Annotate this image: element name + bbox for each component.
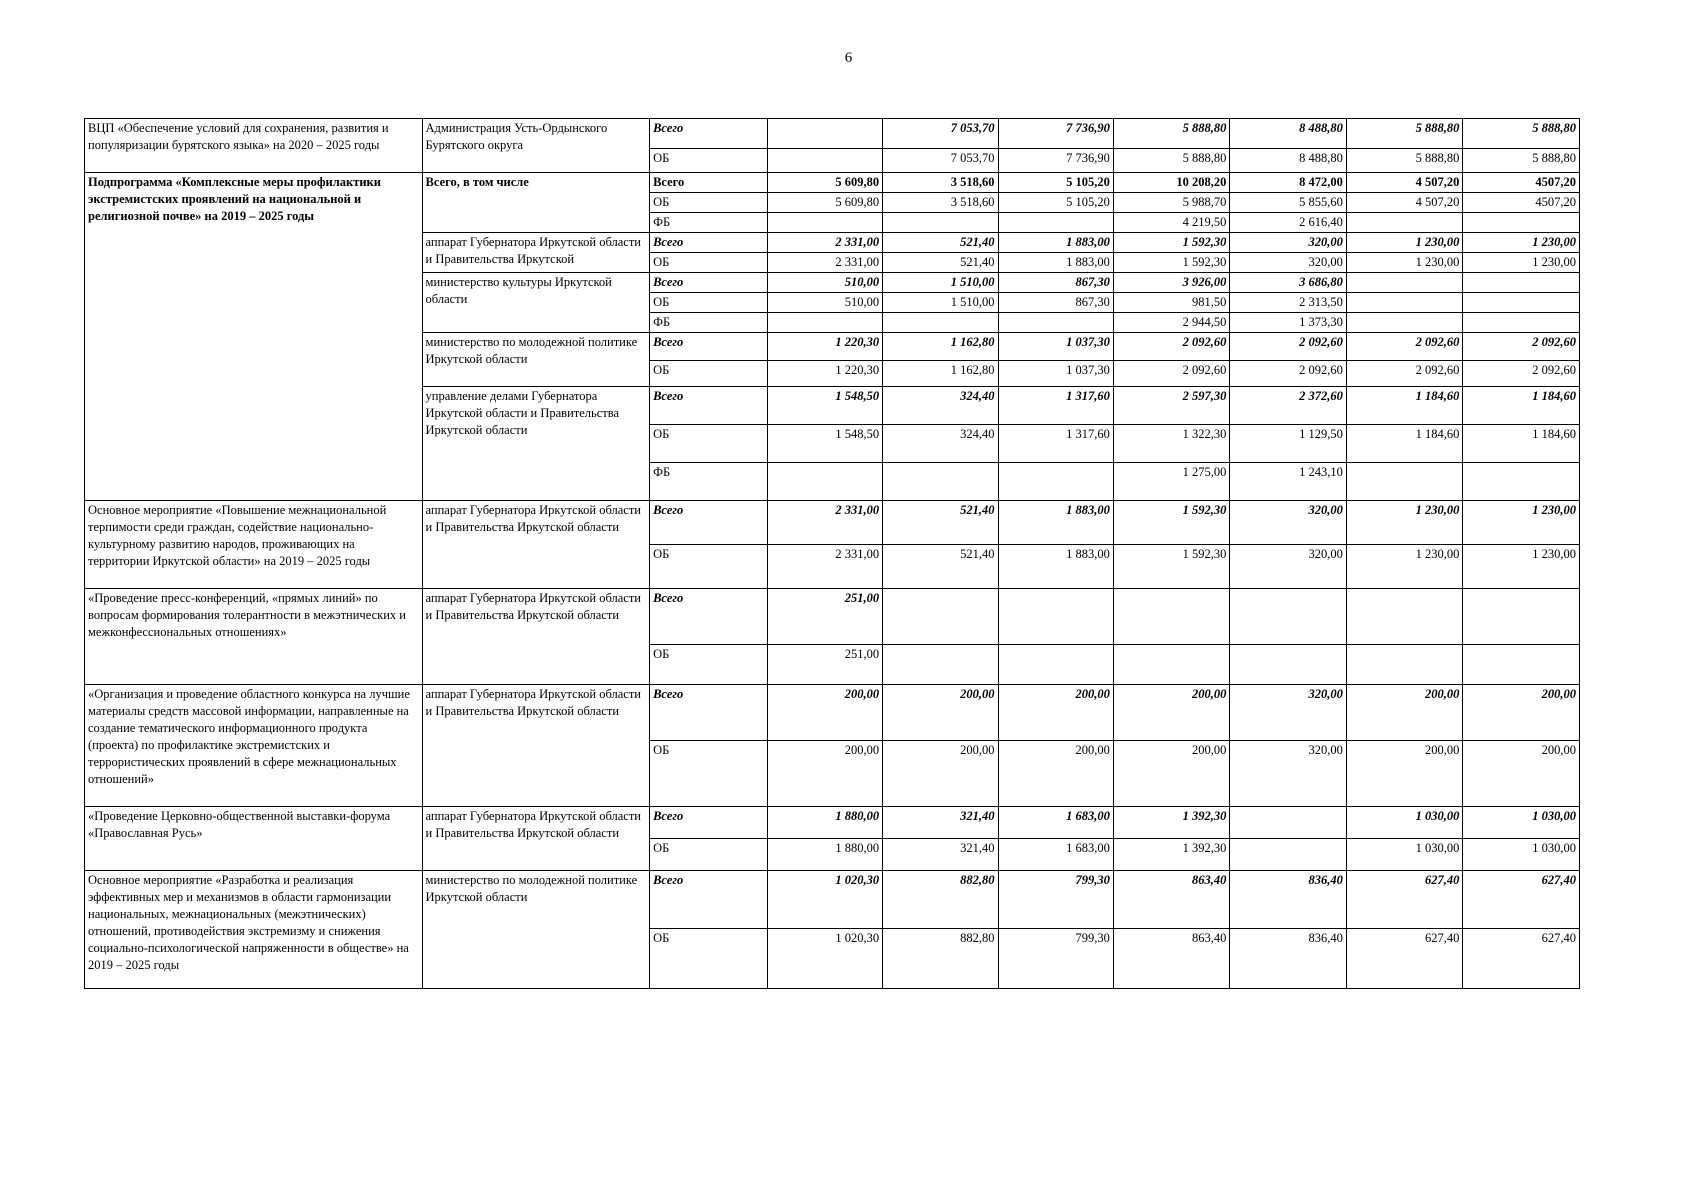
amount-cell: 2 331,00 bbox=[767, 253, 882, 273]
amount-cell: 2 331,00 bbox=[767, 501, 882, 545]
table-row bbox=[85, 589, 1580, 645]
measure-name: ВЦП «Обеспечение условий для сохранения, развития и популяризации бурятского языка» на 2020 – 2025 годы bbox=[85, 119, 423, 173]
amount-cell: 510,00 bbox=[767, 293, 882, 313]
funding-source: Всего bbox=[650, 119, 768, 149]
amount-cell bbox=[1230, 807, 1347, 839]
amount-cell: 5 888,80 bbox=[1463, 149, 1580, 173]
amount-cell: 1 230,00 bbox=[1463, 545, 1580, 589]
amount-cell bbox=[998, 645, 1113, 685]
amount-cell: 2 313,50 bbox=[1230, 293, 1347, 313]
page-number: 6 bbox=[844, 50, 853, 66]
amount-cell: 10 208,20 bbox=[1113, 173, 1230, 193]
amount-cell: 1 592,30 bbox=[1113, 501, 1230, 545]
amount-cell: 200,00 bbox=[1463, 685, 1580, 741]
amount-cell bbox=[998, 313, 1113, 333]
amount-cell bbox=[883, 463, 998, 501]
amount-cell: 200,00 bbox=[767, 741, 882, 807]
amount-cell: 7 736,90 bbox=[998, 119, 1113, 149]
amount-cell: 1 243,10 bbox=[1230, 463, 1347, 501]
amount-cell: 320,00 bbox=[1230, 685, 1347, 741]
amount-cell: 4507,20 bbox=[1463, 193, 1580, 213]
amount-cell: 2 092,60 bbox=[1463, 333, 1580, 361]
funding-source: ОБ bbox=[650, 545, 768, 589]
amount-cell: 1 020,30 bbox=[767, 871, 882, 929]
funding-source: Всего bbox=[650, 233, 768, 253]
amount-cell bbox=[1346, 645, 1463, 685]
amount-cell: 1 683,00 bbox=[998, 807, 1113, 839]
measure-name: «Проведение Церковно-общественной выставки-форума «Православная Русь» bbox=[85, 807, 423, 871]
amount-cell: 1 510,00 bbox=[883, 293, 998, 313]
amount-cell: 1 184,60 bbox=[1463, 425, 1580, 463]
amount-cell: 320,00 bbox=[1230, 545, 1347, 589]
amount-cell bbox=[1463, 645, 1580, 685]
amount-cell: 251,00 bbox=[767, 589, 882, 645]
amount-cell: 321,40 bbox=[883, 807, 998, 839]
amount-cell: 2 597,30 bbox=[1113, 387, 1230, 425]
amount-cell: 4 507,20 bbox=[1346, 193, 1463, 213]
amount-cell: 8 488,80 bbox=[1230, 119, 1347, 149]
executor-name: министерство по молодежной политике Иркутской области bbox=[422, 871, 650, 989]
amount-cell: 1 548,50 bbox=[767, 425, 882, 463]
funding-source: ОБ bbox=[650, 741, 768, 807]
amount-cell: 1 592,30 bbox=[1113, 545, 1230, 589]
executor-name: министерство по молодежной политике Иркутской области bbox=[422, 333, 650, 387]
amount-cell: 799,30 bbox=[998, 929, 1113, 989]
amount-cell: 200,00 bbox=[1113, 685, 1230, 741]
amount-cell: 8 488,80 bbox=[1230, 149, 1347, 173]
amount-cell: 1 030,00 bbox=[1463, 839, 1580, 871]
amount-cell bbox=[883, 313, 998, 333]
executor-name: управление делами Губернатора Иркутской области и Правительства Иркутской области bbox=[422, 387, 650, 501]
table-row bbox=[85, 871, 1580, 929]
amount-cell: 1 592,30 bbox=[1113, 233, 1230, 253]
amount-cell: 5 888,80 bbox=[1463, 119, 1580, 149]
amount-cell bbox=[1346, 213, 1463, 233]
amount-cell: 799,30 bbox=[998, 871, 1113, 929]
amount-cell bbox=[1346, 273, 1463, 293]
measure-name: Подпрограмма «Комплексные меры профилактики экстремистских проявлений на национальной и религиозной почве» на 2019 – 2025 годы bbox=[85, 173, 423, 501]
amount-cell bbox=[1346, 293, 1463, 313]
amount-cell: 1 883,00 bbox=[998, 253, 1113, 273]
amount-cell bbox=[1113, 589, 1230, 645]
amount-cell: 7 736,90 bbox=[998, 149, 1113, 173]
amount-cell: 1 230,00 bbox=[1346, 545, 1463, 589]
amount-cell bbox=[767, 119, 882, 149]
amount-cell: 200,00 bbox=[998, 741, 1113, 807]
amount-cell: 200,00 bbox=[883, 685, 998, 741]
amount-cell: 4 219,50 bbox=[1113, 213, 1230, 233]
amount-cell: 5 105,20 bbox=[998, 193, 1113, 213]
executor-name: аппарат Губернатора Иркутской области и Правительства Иркутской области bbox=[422, 807, 650, 871]
amount-cell: 1 392,30 bbox=[1113, 839, 1230, 871]
funding-source: ОБ bbox=[650, 645, 768, 685]
amount-cell: 867,30 bbox=[998, 293, 1113, 313]
funding-source: ФБ bbox=[650, 213, 768, 233]
amount-cell bbox=[1230, 589, 1347, 645]
amount-cell: 251,00 bbox=[767, 645, 882, 685]
amount-cell: 320,00 bbox=[1230, 233, 1347, 253]
amount-cell: 200,00 bbox=[767, 685, 882, 741]
funding-source: Всего bbox=[650, 173, 768, 193]
amount-cell: 7 053,70 bbox=[883, 149, 998, 173]
amount-cell: 863,40 bbox=[1113, 871, 1230, 929]
amount-cell: 3 926,00 bbox=[1113, 273, 1230, 293]
amount-cell: 1 592,30 bbox=[1113, 253, 1230, 273]
amount-cell: 2 092,60 bbox=[1230, 333, 1347, 361]
executor-name: аппарат Губернатора Иркутской области и Правительства Иркутской области bbox=[422, 589, 650, 685]
amount-cell: 5 888,80 bbox=[1113, 119, 1230, 149]
funding-source: ОБ bbox=[650, 425, 768, 463]
amount-cell bbox=[1463, 589, 1580, 645]
measure-name: «Проведение пресс-конференций, «прямых линий» по вопросам формирования толерантности в межэтнических и межконфессиональных отношениях» bbox=[85, 589, 423, 685]
amount-cell bbox=[1463, 213, 1580, 233]
amount-cell: 1 230,00 bbox=[1346, 233, 1463, 253]
amount-cell: 521,40 bbox=[883, 545, 998, 589]
amount-cell bbox=[767, 213, 882, 233]
amount-cell: 1 373,30 bbox=[1230, 313, 1347, 333]
amount-cell: 1 162,80 bbox=[883, 361, 998, 387]
amount-cell: 321,40 bbox=[883, 839, 998, 871]
amount-cell: 836,40 bbox=[1230, 929, 1347, 989]
amount-cell: 1 392,30 bbox=[1113, 807, 1230, 839]
amount-cell: 324,40 bbox=[883, 387, 998, 425]
amount-cell: 1 037,30 bbox=[998, 333, 1113, 361]
amount-cell: 1 548,50 bbox=[767, 387, 882, 425]
amount-cell: 1 129,50 bbox=[1230, 425, 1347, 463]
amount-cell bbox=[883, 645, 998, 685]
amount-cell bbox=[1463, 273, 1580, 293]
amount-cell: 1 683,00 bbox=[998, 839, 1113, 871]
executor-name: аппарат Губернатора Иркутской области и Правительства Иркутской области bbox=[422, 685, 650, 807]
amount-cell: 1 220,30 bbox=[767, 361, 882, 387]
amount-cell: 1 230,00 bbox=[1346, 501, 1463, 545]
funding-source: Всего bbox=[650, 501, 768, 545]
amount-cell: 836,40 bbox=[1230, 871, 1347, 929]
amount-cell: 2 092,60 bbox=[1346, 361, 1463, 387]
amount-cell: 3 686,80 bbox=[1230, 273, 1347, 293]
amount-cell bbox=[1346, 463, 1463, 501]
table-row bbox=[85, 119, 1580, 149]
amount-cell bbox=[1113, 645, 1230, 685]
amount-cell: 882,80 bbox=[883, 929, 998, 989]
amount-cell: 3 518,60 bbox=[883, 173, 998, 193]
amount-cell bbox=[1230, 839, 1347, 871]
funding-source: ФБ bbox=[650, 463, 768, 501]
amount-cell: 1 030,00 bbox=[1346, 839, 1463, 871]
amount-cell: 3 518,60 bbox=[883, 193, 998, 213]
amount-cell: 1 030,00 bbox=[1346, 807, 1463, 839]
amount-cell: 324,40 bbox=[883, 425, 998, 463]
funding-source: Всего bbox=[650, 333, 768, 361]
amount-cell bbox=[998, 213, 1113, 233]
amount-cell: 1 230,00 bbox=[1463, 233, 1580, 253]
amount-cell: 1 162,80 bbox=[883, 333, 998, 361]
funding-source: ОБ bbox=[650, 839, 768, 871]
amount-cell: 5 609,80 bbox=[767, 173, 882, 193]
amount-cell: 1 883,00 bbox=[998, 545, 1113, 589]
table-row bbox=[85, 501, 1580, 545]
funding-source: Всего bbox=[650, 273, 768, 293]
funding-source: ОБ bbox=[650, 149, 768, 173]
amount-cell: 2 092,60 bbox=[1113, 333, 1230, 361]
amount-cell bbox=[1463, 463, 1580, 501]
amount-cell: 1 880,00 bbox=[767, 839, 882, 871]
amount-cell: 200,00 bbox=[998, 685, 1113, 741]
executor-name: Администрация Усть-Ордынского Бурятского округа bbox=[422, 119, 650, 173]
executor-name: Всего, в том числе bbox=[422, 173, 650, 233]
amount-cell: 200,00 bbox=[883, 741, 998, 807]
amount-cell: 521,40 bbox=[883, 233, 998, 253]
amount-cell: 1 030,00 bbox=[1463, 807, 1580, 839]
amount-cell: 627,40 bbox=[1463, 929, 1580, 989]
amount-cell: 2 331,00 bbox=[767, 233, 882, 253]
funding-source: ОБ bbox=[650, 253, 768, 273]
amount-cell: 1 510,00 bbox=[883, 273, 998, 293]
amount-cell: 867,30 bbox=[998, 273, 1113, 293]
amount-cell: 2 372,60 bbox=[1230, 387, 1347, 425]
funding-source: ОБ bbox=[650, 293, 768, 313]
measure-name: Основное мероприятие «Разработка и реализация эффективных мер и механизмов в области гармонизации национальных, межнациональных (межэтнических) отношений, противодействия экстремизму и снижения социально-психологической напряженности в обществе» на 2019 – 2025 годы bbox=[85, 871, 423, 989]
amount-cell: 5 988,70 bbox=[1113, 193, 1230, 213]
amount-cell: 1 317,60 bbox=[998, 425, 1113, 463]
funding-source: Всего bbox=[650, 589, 768, 645]
amount-cell: 1 184,60 bbox=[1346, 387, 1463, 425]
amount-cell: 2 092,60 bbox=[1463, 361, 1580, 387]
amount-cell: 7 053,70 bbox=[883, 119, 998, 149]
amount-cell: 863,40 bbox=[1113, 929, 1230, 989]
amount-cell: 1 322,30 bbox=[1113, 425, 1230, 463]
amount-cell: 2 092,60 bbox=[1113, 361, 1230, 387]
amount-cell: 200,00 bbox=[1113, 741, 1230, 807]
amount-cell: 200,00 bbox=[1346, 685, 1463, 741]
amount-cell: 4507,20 bbox=[1463, 173, 1580, 193]
amount-cell: 1 230,00 bbox=[1463, 253, 1580, 273]
amount-cell: 2 092,60 bbox=[1230, 361, 1347, 387]
amount-cell: 200,00 bbox=[1463, 741, 1580, 807]
amount-cell: 1 317,60 bbox=[998, 387, 1113, 425]
amount-cell: 510,00 bbox=[767, 273, 882, 293]
amount-cell bbox=[1230, 645, 1347, 685]
funding-source: ОБ bbox=[650, 361, 768, 387]
amount-cell: 627,40 bbox=[1463, 871, 1580, 929]
amount-cell: 320,00 bbox=[1230, 253, 1347, 273]
funding-source: Всего bbox=[650, 685, 768, 741]
amount-cell bbox=[883, 589, 998, 645]
amount-cell: 1 880,00 bbox=[767, 807, 882, 839]
amount-cell bbox=[767, 463, 882, 501]
amount-cell: 5 855,60 bbox=[1230, 193, 1347, 213]
amount-cell: 5 888,80 bbox=[1346, 149, 1463, 173]
amount-cell: 521,40 bbox=[883, 253, 998, 273]
measure-name: «Организация и проведение областного конкурса на лучшие материалы средств массовой информации, направленные на создание тематического информационного продукта (проекта) по профилактике экстремистских и террористических проявлений в сфере межнациональных отношений» bbox=[85, 685, 423, 807]
amount-cell: 5 888,80 bbox=[1113, 149, 1230, 173]
amount-cell: 1 230,00 bbox=[1463, 501, 1580, 545]
amount-cell: 521,40 bbox=[883, 501, 998, 545]
amount-cell bbox=[1463, 293, 1580, 313]
amount-cell bbox=[767, 313, 882, 333]
amount-cell bbox=[998, 463, 1113, 501]
funding-source: ФБ bbox=[650, 313, 768, 333]
amount-cell: 1 883,00 bbox=[998, 233, 1113, 253]
executor-name: аппарат Губернатора Иркутской области и Правительства Иркутской bbox=[422, 233, 650, 273]
amount-cell: 2 616,40 bbox=[1230, 213, 1347, 233]
funding-source: Всего bbox=[650, 387, 768, 425]
amount-cell: 1 275,00 bbox=[1113, 463, 1230, 501]
amount-cell: 1 230,00 bbox=[1346, 253, 1463, 273]
amount-cell: 320,00 bbox=[1230, 501, 1347, 545]
amount-cell bbox=[1463, 313, 1580, 333]
amount-cell: 8 472,00 bbox=[1230, 173, 1347, 193]
amount-cell: 2 944,50 bbox=[1113, 313, 1230, 333]
funding-source: ОБ bbox=[650, 929, 768, 989]
funding-source: ОБ bbox=[650, 193, 768, 213]
amount-cell: 1 883,00 bbox=[998, 501, 1113, 545]
amount-cell: 1 037,30 bbox=[998, 361, 1113, 387]
amount-cell bbox=[883, 213, 998, 233]
amount-cell: 5 609,80 bbox=[767, 193, 882, 213]
amount-cell: 1 184,60 bbox=[1346, 425, 1463, 463]
amount-cell bbox=[1346, 589, 1463, 645]
amount-cell: 2 331,00 bbox=[767, 545, 882, 589]
table-row bbox=[85, 807, 1580, 839]
amount-cell: 1 020,30 bbox=[767, 929, 882, 989]
amount-cell bbox=[767, 149, 882, 173]
amount-cell: 981,50 bbox=[1113, 293, 1230, 313]
funding-source: Всего bbox=[650, 807, 768, 839]
amount-cell: 200,00 bbox=[1346, 741, 1463, 807]
amount-cell: 1 184,60 bbox=[1463, 387, 1580, 425]
amount-cell bbox=[1346, 313, 1463, 333]
amount-cell: 5 888,80 bbox=[1346, 119, 1463, 149]
amount-cell: 2 092,60 bbox=[1346, 333, 1463, 361]
amount-cell: 320,00 bbox=[1230, 741, 1347, 807]
executor-name: министерство культуры Иркутской области bbox=[422, 273, 650, 333]
budget-table bbox=[84, 118, 1580, 989]
table-row bbox=[85, 173, 1580, 193]
amount-cell bbox=[998, 589, 1113, 645]
table-row bbox=[85, 685, 1580, 741]
amount-cell: 627,40 bbox=[1346, 871, 1463, 929]
amount-cell: 1 220,30 bbox=[767, 333, 882, 361]
executor-name: аппарат Губернатора Иркутской области и Правительства Иркутской области bbox=[422, 501, 650, 589]
measure-name: Основное мероприятие «Повышение межнациональной терпимости среди граждан, содействие национально-культурному развитию народов, проживающих на территории Иркутской области» на 2019 – 2025 годы bbox=[85, 501, 423, 589]
amount-cell: 4 507,20 bbox=[1346, 173, 1463, 193]
amount-cell: 627,40 bbox=[1346, 929, 1463, 989]
amount-cell: 5 105,20 bbox=[998, 173, 1113, 193]
amount-cell: 882,80 bbox=[883, 871, 998, 929]
funding-source: Всего bbox=[650, 871, 768, 929]
